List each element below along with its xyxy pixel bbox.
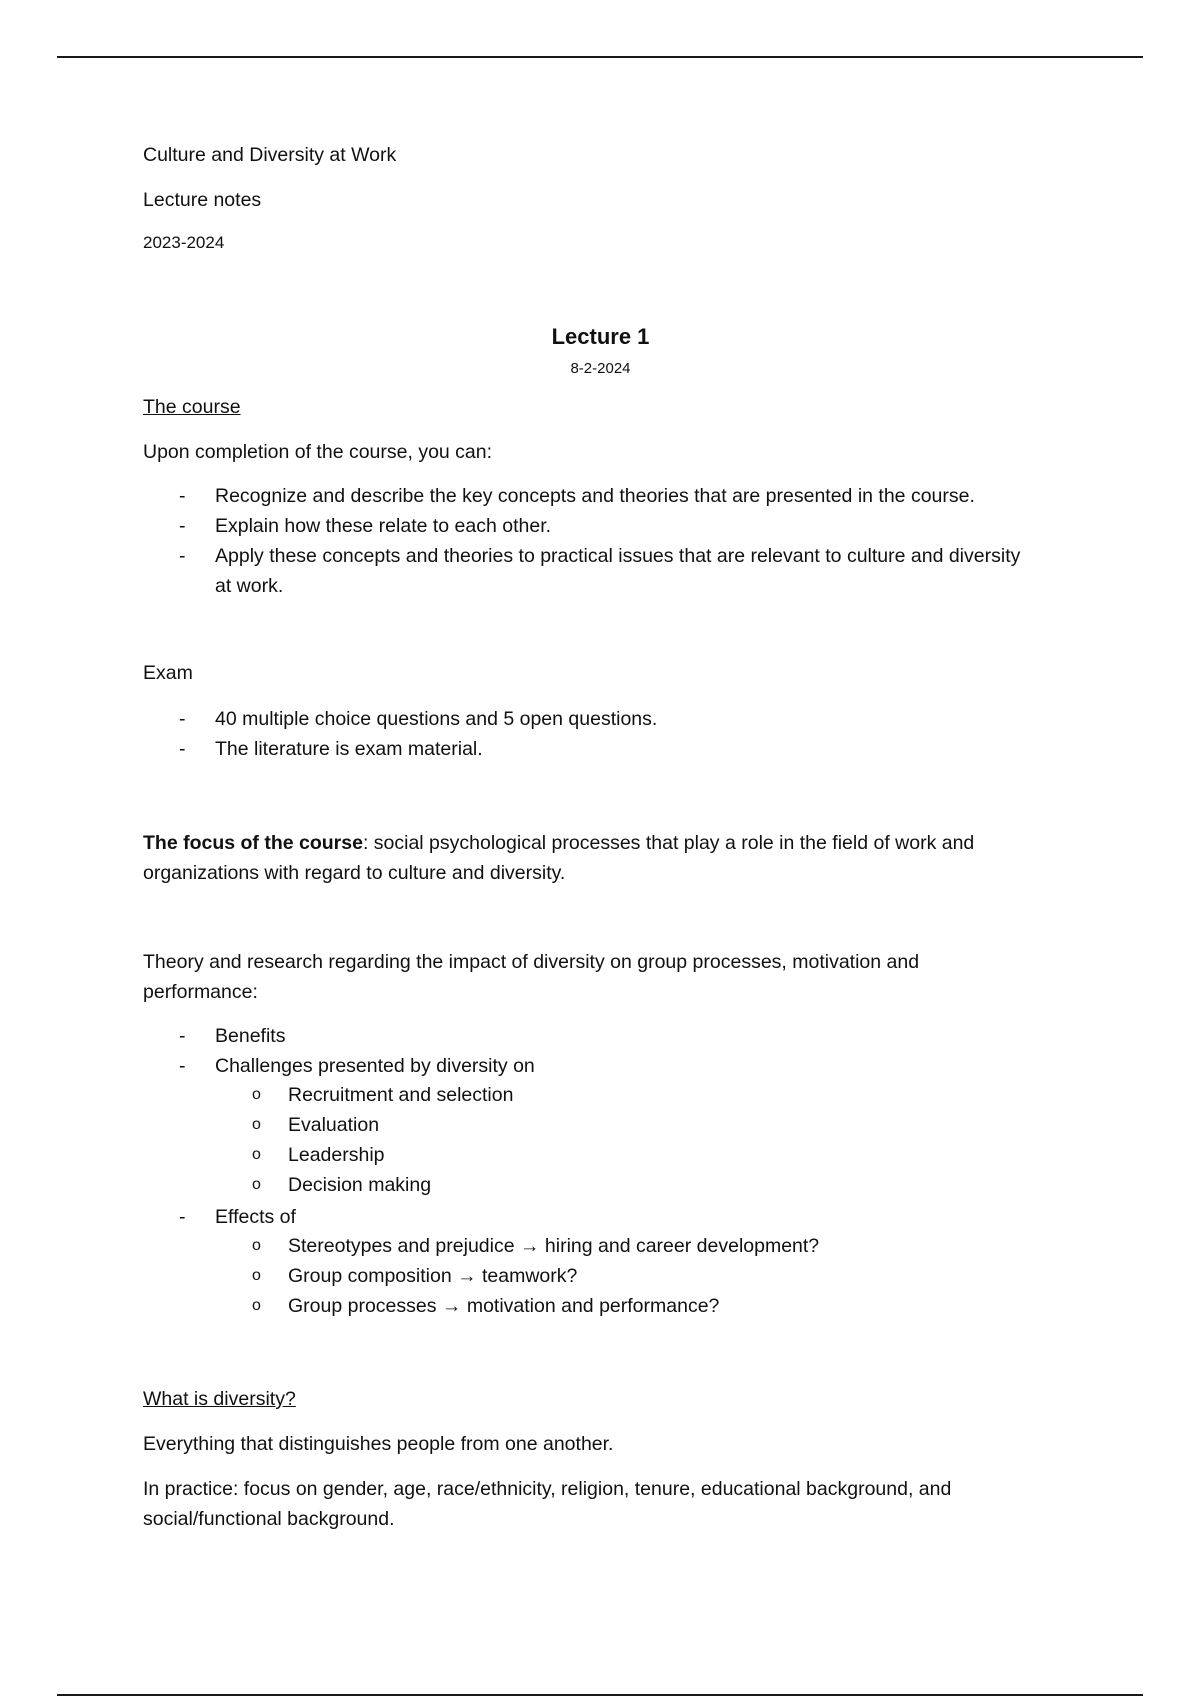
list-item: o Group composition → teamwork? <box>252 1265 578 1287</box>
list-item: - The literature is exam material. <box>179 738 483 760</box>
theory-intro: Theory and research regarding the impact of diversity on group processes, motivation and performance: <box>143 951 920 1003</box>
effects-list <box>179 1202 1035 1232</box>
list-item: o Leadership <box>252 1144 385 1166</box>
exam-list <box>179 704 1035 764</box>
section-heading-exam: Exam <box>143 662 193 684</box>
section-heading-course: The course <box>143 396 241 418</box>
bottom-page-rule <box>57 1694 1143 1696</box>
section-heading-diversity: What is diversity? <box>143 1388 296 1410</box>
challenges-sublist <box>252 1080 514 1200</box>
lecture-date: 8-2-2024 <box>570 360 631 377</box>
list-item: o Stereotypes and prejudice → hiring and career development? <box>252 1235 820 1257</box>
list-item: - Apply these concepts and theories to practical issues that are relevant to culture and diversity at work. <box>179 545 1021 597</box>
theory-list <box>179 1021 1035 1081</box>
focus-label: The focus of the course <box>143 832 363 854</box>
course-focus-paragraph: The focus of the course: social psychological processes that play a role in the field of work and organizations with regard to culture and diversity. <box>143 832 975 884</box>
list-item: - Explain how these relate to each other. <box>179 515 552 537</box>
lecture-title: Lecture 1 <box>551 324 650 349</box>
list-item: - Challenges presented by diversity on <box>179 1055 535 1077</box>
list-item: - Benefits <box>179 1025 286 1047</box>
effects-sublist <box>252 1231 820 1321</box>
list-item: o Group processes → motivation and performance? <box>252 1295 720 1317</box>
diversity-definition: Everything that distinguishes people from one another. <box>143 1433 614 1455</box>
diversity-practice: In practice: focus on gender, age, race/ethnicity, religion, tenure, educational background, and social/functional background. <box>143 1478 952 1530</box>
course-title: Culture and Diversity at Work <box>143 144 397 166</box>
list-item: o Decision making <box>252 1174 432 1196</box>
list-item: - Effects of <box>179 1206 296 1228</box>
list-item: - 40 multiple choice questions and 5 open questions. <box>179 708 658 730</box>
document-type: Lecture notes <box>143 189 262 211</box>
list-item: o Recruitment and selection <box>252 1084 514 1106</box>
course-objectives-list <box>179 481 1035 601</box>
course-intro: Upon completion of the course, you can: <box>143 441 493 463</box>
list-item: - Recognize and describe the key concepts and theories that are presented in the course. <box>179 485 975 507</box>
academic-year: 2023-2024 <box>143 233 225 252</box>
top-page-rule <box>57 56 1143 58</box>
list-item: o Evaluation <box>252 1114 380 1136</box>
